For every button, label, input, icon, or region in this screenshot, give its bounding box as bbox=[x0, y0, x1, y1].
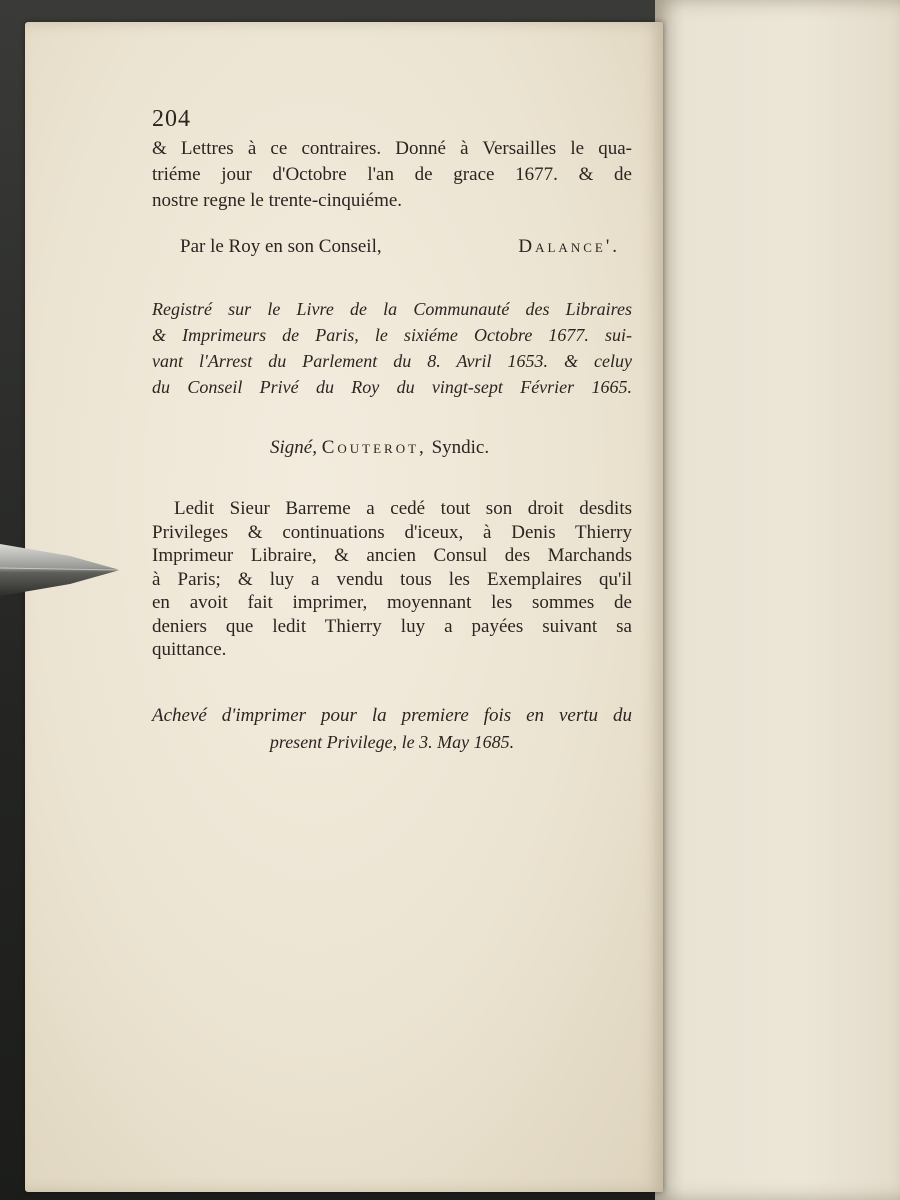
facing-page bbox=[655, 0, 900, 1200]
printing-note bbox=[152, 703, 632, 755]
signed-role: Syndic. bbox=[431, 437, 490, 458]
registry-line: Registré sur le Livre de la Communauté des Libraires bbox=[152, 299, 632, 319]
cession-line: Imprimeur Libraire, & ancien Consul des Marchands bbox=[152, 545, 632, 566]
signature-by: Par le Roy en son Conseil, bbox=[180, 236, 382, 257]
metal-pointer bbox=[0, 534, 125, 604]
cession-line: Privileges & continuations d'iceux, à Denis Thierry bbox=[152, 521, 632, 543]
registry-paragraph bbox=[152, 296, 632, 400]
page-number: 204 bbox=[152, 106, 191, 132]
registry-line: du Conseil Privé du Roy du vingt-sept Février 1665. bbox=[152, 377, 632, 397]
registry-line: & Imprimeurs de Paris, le sixiéme Octobre 1677. sui- bbox=[152, 325, 632, 345]
closing-line: & Lettres à ce contraires. Donné à Versailles le qua- bbox=[152, 138, 632, 159]
signature-name: Dalance'. bbox=[518, 236, 620, 257]
signed-prefix: Signé, bbox=[270, 437, 317, 458]
registry-line: vant l'Arrest du Parlement du 8. Avril 1653. & celuy bbox=[152, 351, 632, 371]
closing-line: nostre regne le trente-cinquiéme. bbox=[152, 190, 403, 211]
syndic-signature bbox=[270, 437, 590, 459]
closing-paragraph bbox=[152, 136, 632, 214]
cession-line: deniers que ledit Thierry luy a payées suivant sa bbox=[152, 615, 632, 637]
cession-line: à Paris; & luy a vendu tous les Exemplaires qu'il bbox=[152, 568, 632, 590]
cession-line: quittance. bbox=[152, 639, 227, 660]
achieve-line: Achevé d'imprimer pour la premiere fois en vertu du bbox=[152, 705, 632, 726]
cession-paragraph bbox=[152, 497, 632, 662]
cession-line: Ledit Sieur Barreme a cedé tout son droit desdits bbox=[174, 498, 632, 519]
cession-line: en avoit fait imprimer, moyennant les sommes de bbox=[152, 592, 632, 613]
royal-signature bbox=[180, 236, 620, 258]
closing-line: triéme jour d'Octobre l'an de grace 1677. & de bbox=[152, 164, 632, 185]
signed-name: Couterot, bbox=[321, 437, 427, 458]
achieve-line: present Privilege, le 3. May 1685. bbox=[269, 732, 515, 752]
